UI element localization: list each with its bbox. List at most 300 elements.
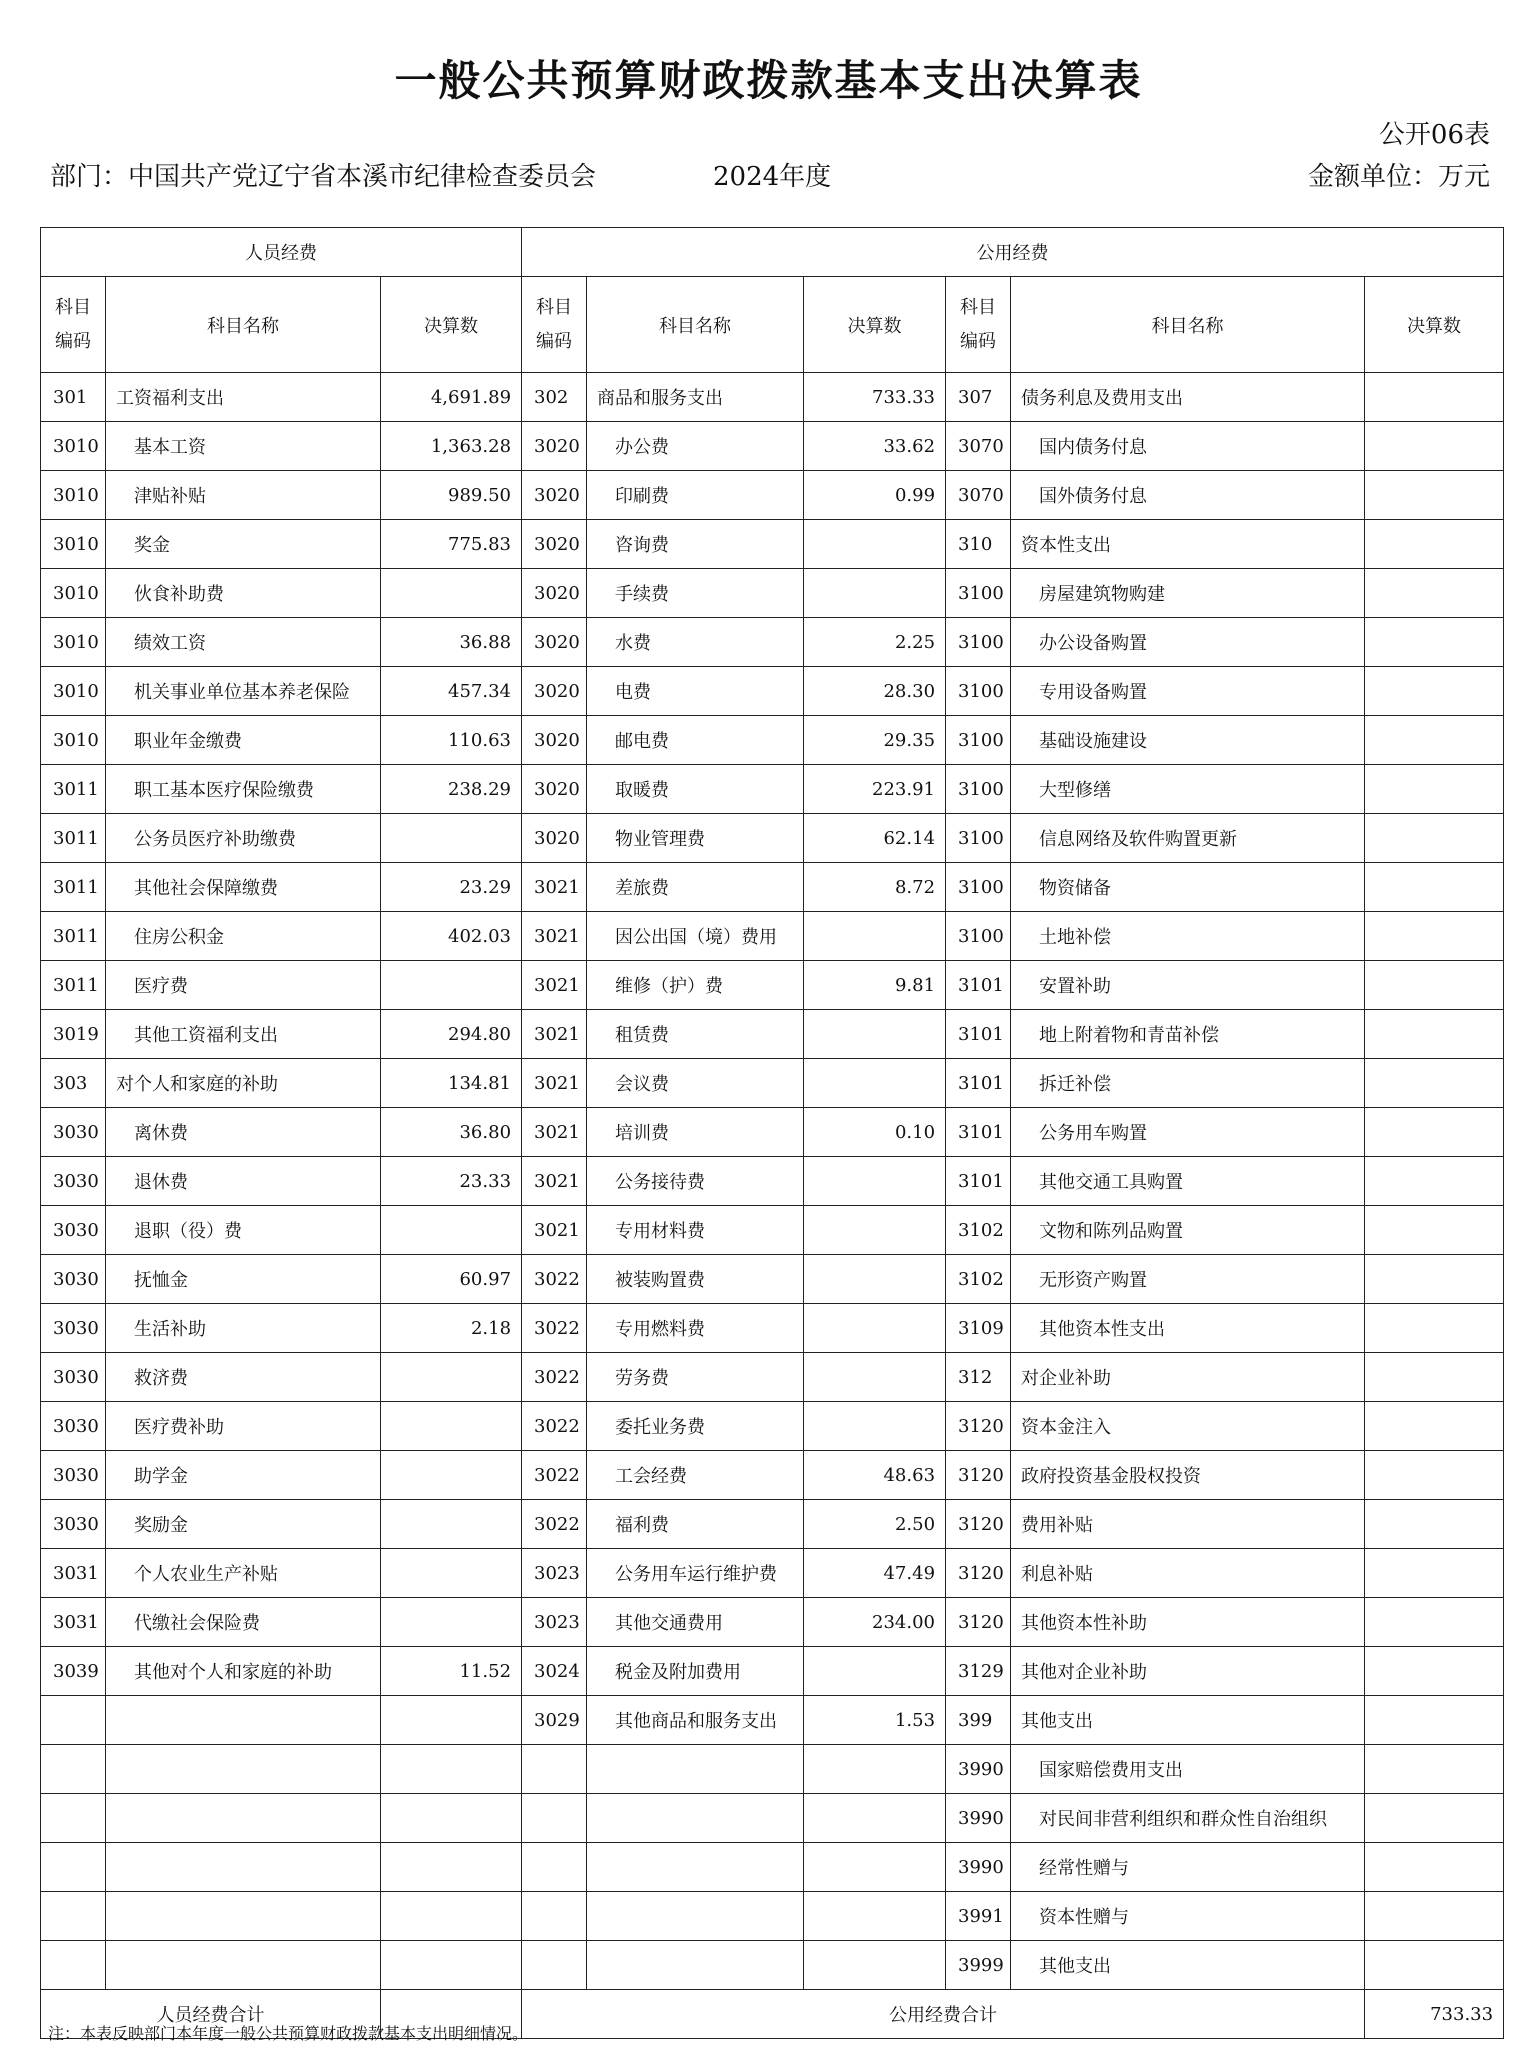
item-code: 3109 bbox=[946, 1304, 1011, 1353]
item-code: 3070 bbox=[946, 471, 1011, 520]
item-amount bbox=[1365, 1206, 1504, 1255]
item-name: 电费 bbox=[587, 667, 804, 716]
item-name: 公务用车运行维护费 bbox=[587, 1549, 804, 1598]
item-amount: 2.18 bbox=[381, 1304, 522, 1353]
item-name: 邮电费 bbox=[587, 716, 804, 765]
column-header-name: 科目名称 bbox=[106, 277, 381, 373]
item-name: 劳务费 bbox=[587, 1353, 804, 1402]
item-name: 房屋建筑物购建 bbox=[1011, 569, 1365, 618]
item-code: 3991 bbox=[946, 1892, 1011, 1941]
department-label: 部门：中国共产党辽宁省本溪市纪律检查委员会 bbox=[50, 162, 597, 192]
item-code: 3020 bbox=[522, 814, 587, 863]
item-amount: 238.29 bbox=[381, 765, 522, 814]
item-code: 3101 bbox=[946, 1059, 1011, 1108]
item-code: 3030 bbox=[41, 1500, 106, 1549]
item-name: 物资储备 bbox=[1011, 863, 1365, 912]
item-code: 3101 bbox=[946, 1157, 1011, 1206]
item-code: 3031 bbox=[41, 1549, 106, 1598]
item-name: 其他交通费用 bbox=[587, 1598, 804, 1647]
item-amount bbox=[381, 1549, 522, 1598]
item-name: 税金及附加费用 bbox=[587, 1647, 804, 1696]
column-header-amount: 决算数 bbox=[804, 277, 946, 373]
column-header-code: 科目 编码 bbox=[946, 277, 1011, 373]
item-amount: 8.72 bbox=[804, 863, 946, 912]
item-code: 399 bbox=[946, 1696, 1011, 1745]
item-amount: 0.99 bbox=[804, 471, 946, 520]
item-amount bbox=[804, 1010, 946, 1059]
table-row bbox=[41, 373, 1504, 422]
item-amount: 989.50 bbox=[381, 471, 522, 520]
item-amount: 733.33 bbox=[804, 373, 946, 422]
item-code: 3030 bbox=[41, 1108, 106, 1157]
item-code bbox=[522, 1794, 587, 1843]
item-code: 3101 bbox=[946, 1108, 1011, 1157]
item-amount bbox=[1365, 1892, 1504, 1941]
item-code: 3990 bbox=[946, 1745, 1011, 1794]
item-amount bbox=[1365, 1647, 1504, 1696]
item-code: 3011 bbox=[41, 814, 106, 863]
item-amount bbox=[804, 1402, 946, 1451]
group-header-personnel: 人员经费 bbox=[41, 228, 522, 277]
item-name: 福利费 bbox=[587, 1500, 804, 1549]
item-amount: 33.62 bbox=[804, 422, 946, 471]
item-name: 其他交通工具购置 bbox=[1011, 1157, 1365, 1206]
public-total-value: 733.33 bbox=[1365, 1990, 1504, 2039]
item-code: 3010 bbox=[41, 618, 106, 667]
item-code: 3101 bbox=[946, 961, 1011, 1010]
item-amount bbox=[804, 1059, 946, 1108]
item-code: 3022 bbox=[522, 1255, 587, 1304]
item-name: 其他资本性补助 bbox=[1011, 1598, 1365, 1647]
item-amount bbox=[804, 1941, 946, 1990]
item-name: 公务员医疗补助缴费 bbox=[106, 814, 381, 863]
item-name: 水费 bbox=[587, 618, 804, 667]
item-code: 3990 bbox=[946, 1843, 1011, 1892]
item-amount bbox=[804, 1892, 946, 1941]
item-amount: 11.52 bbox=[381, 1647, 522, 1696]
item-code: 3031 bbox=[41, 1598, 106, 1647]
item-amount bbox=[1365, 765, 1504, 814]
item-amount bbox=[804, 1304, 946, 1353]
item-name: 公务接待费 bbox=[587, 1157, 804, 1206]
item-amount bbox=[1365, 1941, 1504, 1990]
item-amount bbox=[1365, 1353, 1504, 1402]
item-name: 机关事业单位基本养老保险 bbox=[106, 667, 381, 716]
item-amount bbox=[381, 1843, 522, 1892]
item-name: 住房公积金 bbox=[106, 912, 381, 961]
item-amount bbox=[1365, 961, 1504, 1010]
table-row bbox=[41, 1843, 1504, 1892]
item-amount bbox=[1365, 1157, 1504, 1206]
item-amount bbox=[381, 1941, 522, 1990]
item-code: 3011 bbox=[41, 912, 106, 961]
item-amount bbox=[804, 1157, 946, 1206]
table-row bbox=[41, 716, 1504, 765]
table-row bbox=[41, 569, 1504, 618]
item-name: 资本金注入 bbox=[1011, 1402, 1365, 1451]
item-name: 奖励金 bbox=[106, 1500, 381, 1549]
item-code: 3020 bbox=[522, 471, 587, 520]
item-name: 信息网络及软件购置更新 bbox=[1011, 814, 1365, 863]
item-code: 3020 bbox=[522, 520, 587, 569]
item-amount bbox=[381, 961, 522, 1010]
item-amount bbox=[1365, 1108, 1504, 1157]
item-amount bbox=[1365, 1500, 1504, 1549]
item-name: 退职（役）费 bbox=[106, 1206, 381, 1255]
item-amount: 48.63 bbox=[804, 1451, 946, 1500]
table-row bbox=[41, 520, 1504, 569]
table-row bbox=[41, 1794, 1504, 1843]
item-name: 租赁费 bbox=[587, 1010, 804, 1059]
item-amount: 457.34 bbox=[381, 667, 522, 716]
item-amount: 36.80 bbox=[381, 1108, 522, 1157]
item-name: 大型修缮 bbox=[1011, 765, 1365, 814]
item-name: 津贴补贴 bbox=[106, 471, 381, 520]
item-amount bbox=[1365, 1451, 1504, 1500]
item-name bbox=[587, 1892, 804, 1941]
item-name: 对民间非营利组织和群众性自治组织 bbox=[1011, 1794, 1365, 1843]
item-code: 3023 bbox=[522, 1549, 587, 1598]
item-amount: 36.88 bbox=[381, 618, 522, 667]
item-code: 3070 bbox=[946, 422, 1011, 471]
item-amount bbox=[381, 1500, 522, 1549]
item-name: 差旅费 bbox=[587, 863, 804, 912]
item-amount bbox=[1365, 569, 1504, 618]
item-amount: 28.30 bbox=[804, 667, 946, 716]
item-name: 工资福利支出 bbox=[106, 373, 381, 422]
fiscal-year: 2024年度 bbox=[713, 162, 832, 192]
item-code: 303 bbox=[41, 1059, 106, 1108]
item-code: 3030 bbox=[41, 1255, 106, 1304]
item-code: 3030 bbox=[41, 1206, 106, 1255]
item-code: 3100 bbox=[946, 912, 1011, 961]
item-amount bbox=[1365, 471, 1504, 520]
item-amount bbox=[1365, 1696, 1504, 1745]
item-amount bbox=[804, 1353, 946, 1402]
item-code: 3120 bbox=[946, 1500, 1011, 1549]
item-name: 基本工资 bbox=[106, 422, 381, 471]
item-amount: 1,363.28 bbox=[381, 422, 522, 471]
item-code: 3011 bbox=[41, 765, 106, 814]
item-amount bbox=[804, 1745, 946, 1794]
item-name: 其他对企业补助 bbox=[1011, 1647, 1365, 1696]
item-code: 312 bbox=[946, 1353, 1011, 1402]
item-name bbox=[106, 1843, 381, 1892]
table-row bbox=[41, 1598, 1504, 1647]
item-name: 专用设备购置 bbox=[1011, 667, 1365, 716]
item-name: 医疗费补助 bbox=[106, 1402, 381, 1451]
item-name: 绩效工资 bbox=[106, 618, 381, 667]
item-code: 3100 bbox=[946, 618, 1011, 667]
group-header-public: 公用经费 bbox=[522, 228, 1504, 277]
item-amount bbox=[1365, 373, 1504, 422]
table-row bbox=[41, 1206, 1504, 1255]
item-name: 离休费 bbox=[106, 1108, 381, 1157]
item-code bbox=[41, 1745, 106, 1794]
item-name: 办公费 bbox=[587, 422, 804, 471]
item-code: 307 bbox=[946, 373, 1011, 422]
item-name: 经常性赠与 bbox=[1011, 1843, 1365, 1892]
item-code: 3030 bbox=[41, 1157, 106, 1206]
item-code: 3030 bbox=[41, 1353, 106, 1402]
item-name: 商品和服务支出 bbox=[587, 373, 804, 422]
item-name: 其他社会保障缴费 bbox=[106, 863, 381, 912]
table-row bbox=[41, 1108, 1504, 1157]
item-amount: 47.49 bbox=[804, 1549, 946, 1598]
item-name: 国外债务付息 bbox=[1011, 471, 1365, 520]
item-amount: 134.81 bbox=[381, 1059, 522, 1108]
item-amount bbox=[1365, 1010, 1504, 1059]
item-amount bbox=[1365, 1304, 1504, 1353]
item-code: 310 bbox=[946, 520, 1011, 569]
item-code: 3021 bbox=[522, 863, 587, 912]
item-code: 3022 bbox=[522, 1402, 587, 1451]
item-code bbox=[522, 1843, 587, 1892]
item-code: 3020 bbox=[522, 618, 587, 667]
table-row bbox=[41, 1696, 1504, 1745]
item-amount: 2.25 bbox=[804, 618, 946, 667]
item-code bbox=[522, 1941, 587, 1990]
table-row bbox=[41, 1010, 1504, 1059]
item-code bbox=[41, 1843, 106, 1892]
item-code bbox=[522, 1892, 587, 1941]
column-header-name: 科目名称 bbox=[587, 277, 804, 373]
table-row bbox=[41, 1059, 1504, 1108]
item-name: 生活补助 bbox=[106, 1304, 381, 1353]
item-name bbox=[106, 1794, 381, 1843]
item-code: 3021 bbox=[522, 1059, 587, 1108]
table-row bbox=[41, 1304, 1504, 1353]
column-header-code: 科目 编码 bbox=[41, 277, 106, 373]
table-row bbox=[41, 1941, 1504, 1990]
item-name: 国内债务付息 bbox=[1011, 422, 1365, 471]
item-amount: 234.00 bbox=[804, 1598, 946, 1647]
item-amount bbox=[804, 1255, 946, 1304]
item-code: 3100 bbox=[946, 814, 1011, 863]
item-amount bbox=[381, 1696, 522, 1745]
item-code: 3020 bbox=[522, 569, 587, 618]
item-name: 公务用车购置 bbox=[1011, 1108, 1365, 1157]
item-amount bbox=[381, 1353, 522, 1402]
item-name: 资本性支出 bbox=[1011, 520, 1365, 569]
item-code: 3101 bbox=[946, 1010, 1011, 1059]
item-amount bbox=[1365, 520, 1504, 569]
item-amount bbox=[1365, 912, 1504, 961]
item-amount bbox=[1365, 814, 1504, 863]
item-code: 3010 bbox=[41, 471, 106, 520]
item-code: 3100 bbox=[946, 863, 1011, 912]
item-amount bbox=[1365, 667, 1504, 716]
item-code: 3022 bbox=[522, 1304, 587, 1353]
item-code: 3010 bbox=[41, 569, 106, 618]
item-code: 3010 bbox=[41, 716, 106, 765]
item-name: 职业年金缴费 bbox=[106, 716, 381, 765]
item-name bbox=[587, 1941, 804, 1990]
item-name bbox=[587, 1794, 804, 1843]
item-code: 3030 bbox=[41, 1451, 106, 1500]
item-amount bbox=[1365, 863, 1504, 912]
item-name: 助学金 bbox=[106, 1451, 381, 1500]
column-header-amount: 决算数 bbox=[1365, 277, 1504, 373]
item-name: 政府投资基金股权投资 bbox=[1011, 1451, 1365, 1500]
item-amount bbox=[381, 814, 522, 863]
item-name: 其他工资福利支出 bbox=[106, 1010, 381, 1059]
item-name: 工会经费 bbox=[587, 1451, 804, 1500]
item-code: 3100 bbox=[946, 765, 1011, 814]
item-code: 3021 bbox=[522, 1157, 587, 1206]
item-amount bbox=[804, 1206, 946, 1255]
table-row bbox=[41, 912, 1504, 961]
item-code: 3102 bbox=[946, 1255, 1011, 1304]
table-row bbox=[41, 618, 1504, 667]
item-code: 3120 bbox=[946, 1549, 1011, 1598]
page-title: 一般公共预算财政拨款基本支出决算表 bbox=[394, 56, 1143, 105]
column-header-name: 科目名称 bbox=[1011, 277, 1365, 373]
amount-unit: 金额单位：万元 bbox=[1307, 162, 1490, 192]
item-name: 职工基本医疗保险缴费 bbox=[106, 765, 381, 814]
item-code: 3100 bbox=[946, 667, 1011, 716]
item-code bbox=[41, 1696, 106, 1745]
item-amount bbox=[804, 1794, 946, 1843]
table-row bbox=[41, 1451, 1504, 1500]
item-name: 土地补偿 bbox=[1011, 912, 1365, 961]
item-name: 医疗费 bbox=[106, 961, 381, 1010]
public-total-label: 公用经费合计 bbox=[522, 1990, 1365, 2039]
item-code: 3010 bbox=[41, 422, 106, 471]
item-name: 奖金 bbox=[106, 520, 381, 569]
item-name: 会议费 bbox=[587, 1059, 804, 1108]
item-name: 退休费 bbox=[106, 1157, 381, 1206]
table-row bbox=[41, 961, 1504, 1010]
item-code bbox=[41, 1892, 106, 1941]
item-amount bbox=[804, 520, 946, 569]
item-code: 3029 bbox=[522, 1696, 587, 1745]
item-name: 被装购置费 bbox=[587, 1255, 804, 1304]
item-name: 基础设施建设 bbox=[1011, 716, 1365, 765]
item-code bbox=[41, 1794, 106, 1843]
item-amount: 4,691.89 bbox=[381, 373, 522, 422]
item-amount bbox=[804, 1843, 946, 1892]
item-amount: 29.35 bbox=[804, 716, 946, 765]
item-code: 3022 bbox=[522, 1500, 587, 1549]
item-name: 利息补贴 bbox=[1011, 1549, 1365, 1598]
item-name: 代缴社会保险费 bbox=[106, 1598, 381, 1647]
item-name: 个人农业生产补贴 bbox=[106, 1549, 381, 1598]
item-code: 3990 bbox=[946, 1794, 1011, 1843]
item-name: 办公设备购置 bbox=[1011, 618, 1365, 667]
form-number: 公开06表 bbox=[1378, 120, 1490, 150]
item-code: 3120 bbox=[946, 1402, 1011, 1451]
table-row bbox=[41, 1402, 1504, 1451]
item-code: 3024 bbox=[522, 1647, 587, 1696]
item-amount bbox=[1365, 1598, 1504, 1647]
item-amount bbox=[1365, 1745, 1504, 1794]
item-code: 301 bbox=[41, 373, 106, 422]
table-row bbox=[41, 1255, 1504, 1304]
item-name: 培训费 bbox=[587, 1108, 804, 1157]
item-code: 3010 bbox=[41, 667, 106, 716]
item-amount: 23.33 bbox=[381, 1157, 522, 1206]
item-name: 印刷费 bbox=[587, 471, 804, 520]
item-code bbox=[522, 1745, 587, 1794]
item-code: 3022 bbox=[522, 1353, 587, 1402]
item-name bbox=[106, 1941, 381, 1990]
item-amount: 2.50 bbox=[804, 1500, 946, 1549]
item-amount: 23.29 bbox=[381, 863, 522, 912]
item-name: 专用燃料费 bbox=[587, 1304, 804, 1353]
item-amount bbox=[381, 1402, 522, 1451]
item-name: 其他对个人和家庭的补助 bbox=[106, 1647, 381, 1696]
item-code: 3039 bbox=[41, 1647, 106, 1696]
item-code: 3021 bbox=[522, 1206, 587, 1255]
item-code: 3120 bbox=[946, 1598, 1011, 1647]
item-amount bbox=[804, 569, 946, 618]
item-name: 对个人和家庭的补助 bbox=[106, 1059, 381, 1108]
item-name: 无形资产购置 bbox=[1011, 1255, 1365, 1304]
item-name: 费用补贴 bbox=[1011, 1500, 1365, 1549]
item-amount bbox=[381, 1451, 522, 1500]
item-name: 抚恤金 bbox=[106, 1255, 381, 1304]
item-name bbox=[106, 1745, 381, 1794]
item-code: 3030 bbox=[41, 1304, 106, 1353]
item-amount bbox=[1365, 1402, 1504, 1451]
item-name bbox=[106, 1892, 381, 1941]
item-code: 3100 bbox=[946, 569, 1011, 618]
item-code: 3120 bbox=[946, 1451, 1011, 1500]
item-amount bbox=[381, 569, 522, 618]
item-code: 3022 bbox=[522, 1451, 587, 1500]
item-name: 因公出国（境）费用 bbox=[587, 912, 804, 961]
footnote: 注：本表反映部门本年度一般公共预算财政拨款基本支出明细情况。 bbox=[48, 2024, 529, 2043]
item-code: 3021 bbox=[522, 1108, 587, 1157]
item-name: 资本性赠与 bbox=[1011, 1892, 1365, 1941]
item-amount bbox=[1365, 1843, 1504, 1892]
column-header-amount: 决算数 bbox=[381, 277, 522, 373]
expenditure-table bbox=[40, 227, 1504, 2039]
item-amount: 775.83 bbox=[381, 520, 522, 569]
column-header-code: 科目 编码 bbox=[522, 277, 587, 373]
item-name: 救济费 bbox=[106, 1353, 381, 1402]
item-code: 3011 bbox=[41, 863, 106, 912]
item-name: 其他支出 bbox=[1011, 1941, 1365, 1990]
item-amount: 9.81 bbox=[804, 961, 946, 1010]
item-amount bbox=[1365, 422, 1504, 471]
item-name: 安置补助 bbox=[1011, 961, 1365, 1010]
item-code: 3020 bbox=[522, 765, 587, 814]
item-name: 对企业补助 bbox=[1011, 1353, 1365, 1402]
item-code: 3020 bbox=[522, 716, 587, 765]
item-amount: 294.80 bbox=[381, 1010, 522, 1059]
item-amount bbox=[1365, 1549, 1504, 1598]
item-name bbox=[587, 1843, 804, 1892]
item-code: 3030 bbox=[41, 1402, 106, 1451]
table-row bbox=[41, 863, 1504, 912]
item-code: 3011 bbox=[41, 961, 106, 1010]
item-name: 地上附着物和青苗补偿 bbox=[1011, 1010, 1365, 1059]
item-code: 3999 bbox=[946, 1941, 1011, 1990]
table-row bbox=[41, 471, 1504, 520]
item-amount: 0.10 bbox=[804, 1108, 946, 1157]
item-name: 国家赔偿费用支出 bbox=[1011, 1745, 1365, 1794]
table-row bbox=[41, 765, 1504, 814]
table-row bbox=[41, 814, 1504, 863]
item-amount bbox=[804, 912, 946, 961]
item-code: 3021 bbox=[522, 1010, 587, 1059]
item-name: 其他商品和服务支出 bbox=[587, 1696, 804, 1745]
table-row bbox=[41, 1647, 1504, 1696]
item-amount: 62.14 bbox=[804, 814, 946, 863]
item-amount bbox=[381, 1206, 522, 1255]
